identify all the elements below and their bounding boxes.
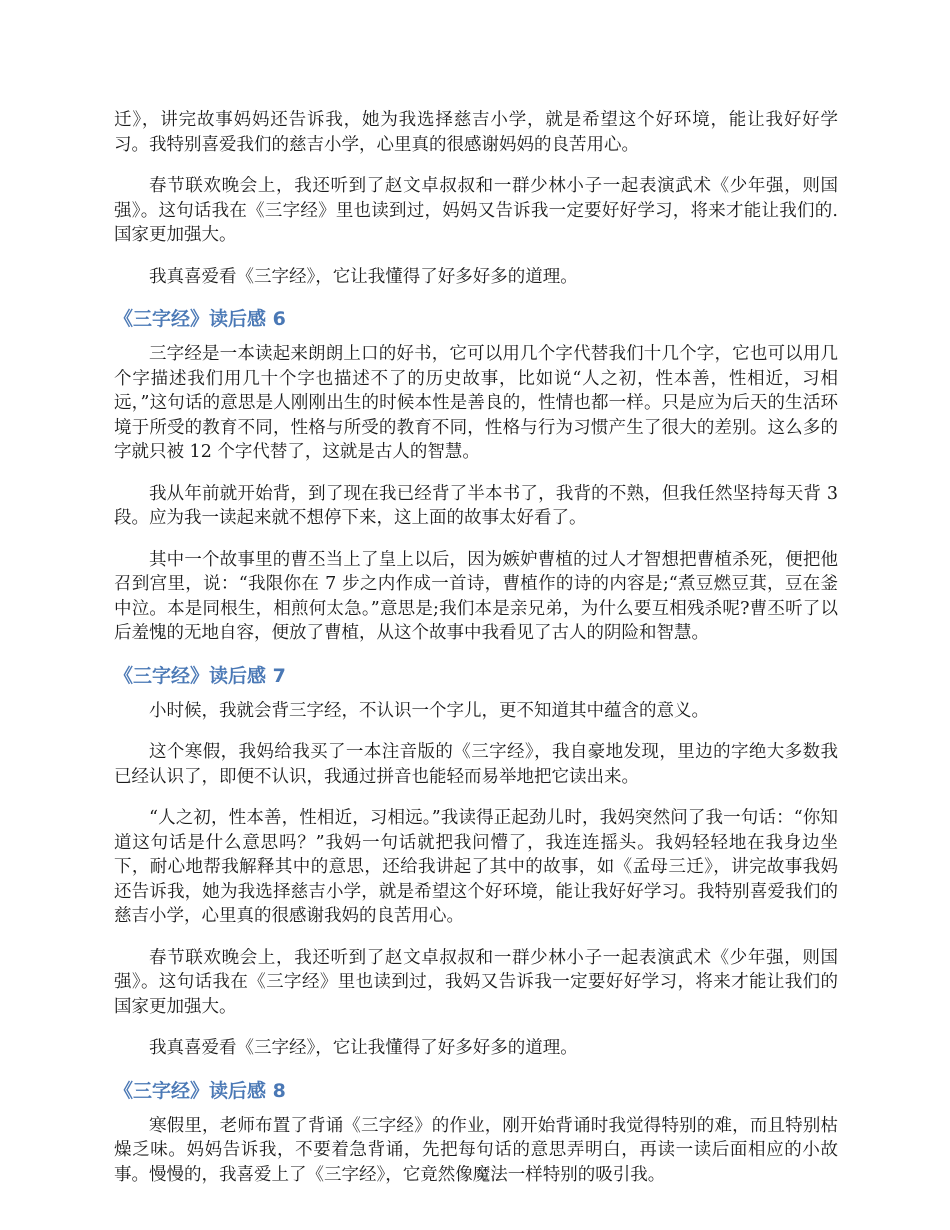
paragraph: 春节联欢晚会上，我还听到了赵文卓叔叔和一群少林小子一起表演武术《少年强，则国强》。这句话我在《三字经》里也读到过，妈妈又告诉我一定要好好学习，将来才能让我们的.国家更加强大。 — [114, 176, 838, 245]
paragraph: 我真喜爱看《三字经》，它让我懂得了好多好多的道理。 — [149, 1038, 578, 1058]
section-heading-6: 《三字经》读后感 6 — [114, 308, 286, 330]
paragraph: 我从年前就开始背，到了现在我已经背了半本书了，我背的不熟，但我任然坚持每天背 3 段。应为我一读起来就不想停下来，这上面的故事太好看了。 — [114, 483, 838, 528]
paragraph: 寒假里，老师布置了背诵《三字经》的作业，刚开始背诵时我觉得特别的难，而且特别枯燥乏味。妈妈告诉我，不要着急背诵，先把每句话的意思弄明白，再读一读后面相应的小故事。慢慢的，我喜爱上了《三字经》，它竟然像魔法一样特别的吸引我。 — [114, 1115, 838, 1185]
section-heading-7: 《三字经》读后感 7 — [114, 664, 286, 687]
paragraph: 迁》，讲完故事妈妈还告诉我，她为我选择慈吉小学，就是希望这个好环境，能让我好好学习。我特别喜爱我们的慈吉小学，心里真的很感谢妈妈的良苦用心。 — [114, 110, 838, 155]
paragraph: 春节联欢晚会上，我还听到了赵文卓叔叔和一群少林小子一起表演武术《少年强，则国强》。这句话我在《三字经》里也读到过，我妈又告诉我一定要好好学习，将来才能让我们的国家更加强大。 — [114, 947, 838, 1017]
paragraph: “人之初，性本善，性相近，习相远。”我读得正起劲儿时，我妈突然问了我一句话：“你知道这句话是什么意思吗？”我妈一句话就把我问懵了，我连连摇头。我妈轻轻地在我身边坐下，耐心地帮我解释其中的意思，还给我讲起了其中的故事，如《孟母三迁》，讲完故事我妈还告诉我，她为我选择慈吉小学，就是希望这个好环境，能让我好好学习。我特别喜爱我们的慈吉小学，心里真的很感谢我妈的良苦用心。 — [114, 808, 838, 926]
paragraph: 其中一个故事里的曹丕当上了皇上以后，因为嫉妒曹植的过人才智想把曹植杀死，便把他召到宫里，说：“我限你在 7 步之内作成一首诗，曹植作的诗的内容是;“煮豆燃豆萁，豆在釜中泣。本是同根生，相煎何太急。”意思是;我们本是亲兄弟，为什么要互相残杀呢?曹丕听了以后羞愧的无地自容，便放了曹植，从这个故事中我看见了古人的阴险和智慧。 — [114, 549, 838, 643]
paragraph: 我真喜爱看《三字经》，它让我懂得了好多好多的道理。 — [149, 266, 578, 287]
paragraph: 三字经是一本读起来朗朗上口的好书，它可以用几个字代替我们十几个字，它也可以用几个字描述我们用几十个字也描述不了的历史故事，比如说“人之初，性本善，性相近，习相远，”这句话的意思是人刚刚出生的时候本性是善良的，性情也都一样。只是应为后天的生活环境于所受的教育不同，性格与所受的教育不同，性格与行为习惯产生了很大的差别。这么多的字就只被 12 个字代替了，这就是古人的智慧。 — [114, 344, 838, 462]
paragraph: 小时候，我就会背三字经，不认识一个字儿，更不知道其中蕴含的意义。 — [149, 700, 709, 721]
paragraph: 这个寒假，我妈给我买了一本注音版的《三字经》，我自豪地发现，里边的字绝大多数我已经认识了，即便不认识，我通过拼音也能轻而易举地把它读出来。 — [114, 742, 838, 787]
section-heading-8: 《三字经》读后感 8 — [114, 1079, 286, 1102]
